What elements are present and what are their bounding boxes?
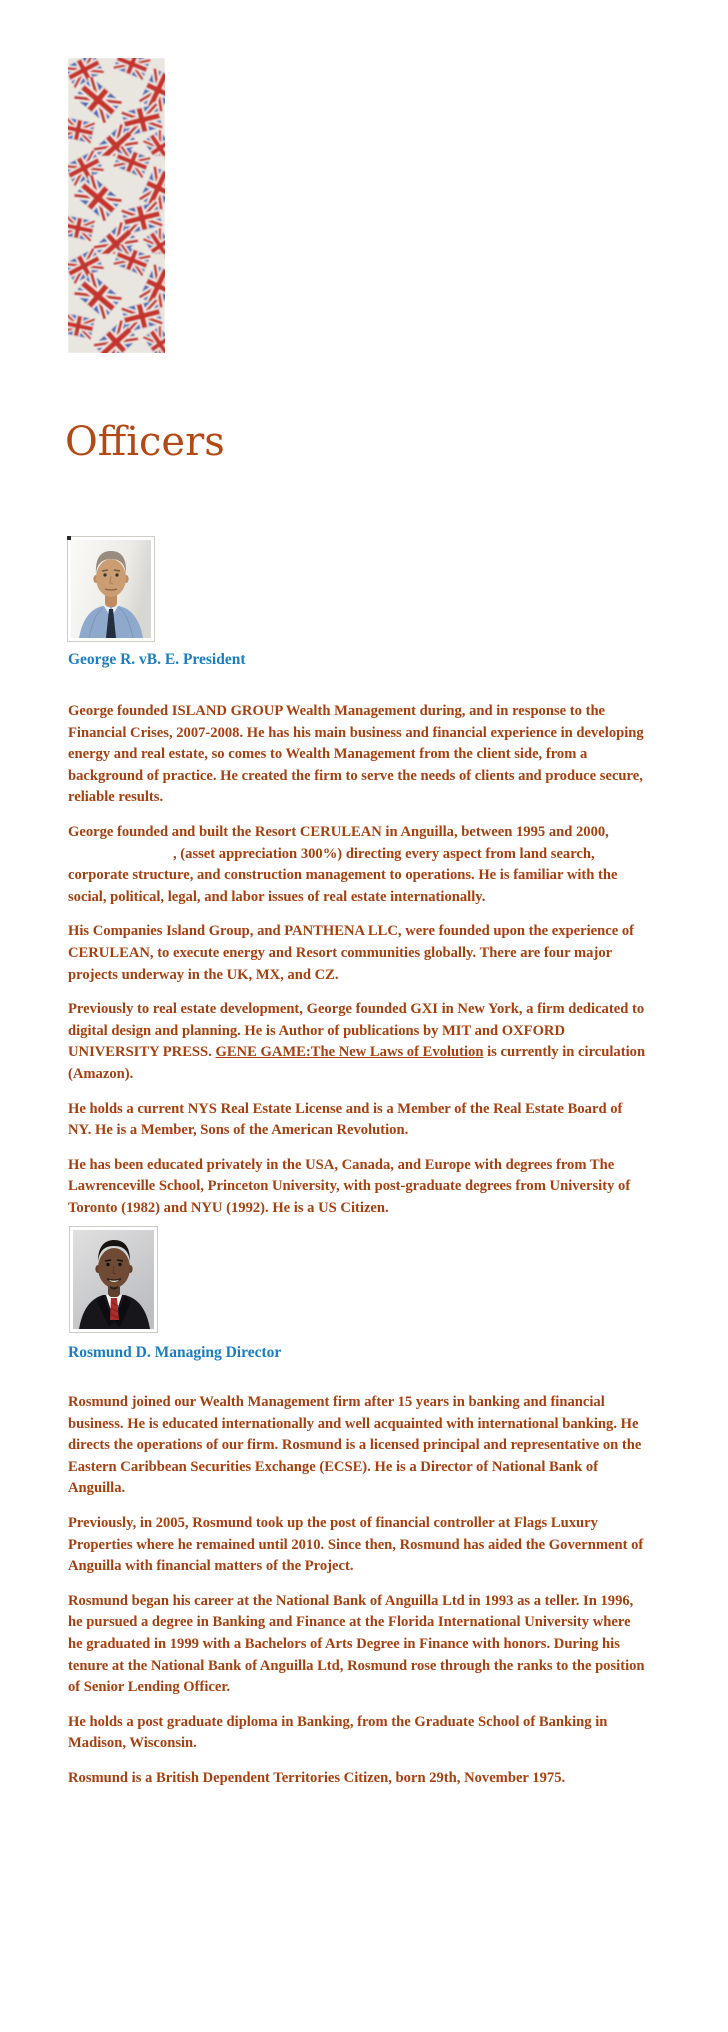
- bio-paragraph: [68, 1591, 648, 1699]
- text-run: He has been educated privately in the USA, Canada, and Europe with degrees from The Lawrenceville School, Princeton University, with post-graduate degrees from University of Toronto (1982) and NYU (1992). He is a US Citizen.: [68, 1156, 631, 1216]
- bio-paragraph: [68, 921, 648, 986]
- text-run: Previously, in 2005, Rosmund took up the post of financial controller at Flags Luxury Properties where he remained until 2010. Since then, Rosmund has aided the Government of Anguilla with financial matters of the Project.: [68, 1514, 644, 1575]
- text-run: Previously to real estate development, George founded GXI in New York, a firm dedicated to digital design and planning. He is Author of publications by MIT and OXFORD UNIVERSITY PRESS.: [68, 1001, 645, 1061]
- text-run: , (asset appreciation 300%) directing every aspect from land search, corporate structure, and construction management to operations. He is familiar with the social, political, legal, and labor issues of real estate internationally.: [68, 845, 618, 905]
- book-title-link[interactable]: GENE GAME:The New Laws of Evolution: [215, 1044, 484, 1061]
- bio-paragraph: [68, 999, 648, 1085]
- officer-name-title-rosmund: Rosmund D. Managing Director: [68, 1344, 282, 1361]
- rosmund-portrait-image: [73, 1230, 154, 1329]
- text-run: He holds a post graduate diploma in Banking, from the Graduate School of Banking in Madison, Wisconsin.: [68, 1713, 608, 1752]
- page-title: Officers: [65, 419, 225, 465]
- rosmund-photo: [69, 1226, 158, 1333]
- bio-paragraph: [68, 1513, 648, 1578]
- bio-paragraph: [68, 822, 648, 908]
- text-run: He holds a current NYS Real Estate License and is a Member of the Real Estate Board of NY. He is a Member, Sons of the American Revolution.: [68, 1100, 623, 1139]
- text-run: Rosmund began his career at the National Bank of Anguilla Ltd in 1993 as a teller. In 1996, he pursued a degree in Banking and Finance at the Florida International University where he graduated in 1999 with a Bachelors of Arts Degree in Finance with honors. During his tenure at the National Bank of Anguilla Ltd, Rosmund rose through the ranks to the position of Senior Lending Officer.: [68, 1592, 645, 1696]
- text-run: His Companies Island Group, and PANTHENA LLC, were founded upon the experience of CERULEAN, to execute energy and Resort communities globally. There are four major projects underway in the UK, MX, and CZ.: [68, 923, 634, 983]
- officer-bio-rosmund: [68, 1392, 648, 1803]
- officer-name-title-george: George R. vB. E. President: [68, 651, 246, 668]
- blank-spacer: [68, 857, 173, 858]
- george-portrait-image: [71, 540, 151, 638]
- bio-paragraph: [68, 1712, 648, 1755]
- text-run: is currently in circulation (Amazon).: [68, 1044, 646, 1082]
- george-photo: [67, 536, 155, 642]
- text-run: George founded and built the Resort CERULEAN in Anguilla, between 1995 and 2000,: [68, 823, 609, 840]
- bio-paragraph: [68, 701, 648, 809]
- bio-paragraph: [68, 1099, 648, 1142]
- bio-paragraph: [68, 1155, 648, 1220]
- officer-bio-george: [68, 701, 648, 1232]
- union-jack-collage-image: [68, 58, 165, 353]
- photo-corner-mark: [67, 536, 71, 540]
- text-run: George founded ISLAND GROUP Wealth Management during, and in response to the Financial Crises, 2007-2008. He has his main business and financial experience in developing energy and real estate, so comes to Wealth Management from the client side, from a background of practice. He created the firm to serve the needs of clients and produce secure, reliable results.: [68, 703, 644, 806]
- text-run: Rosmund is a British Dependent Territories Citizen, born 29th, November 1975.: [68, 1769, 566, 1786]
- bio-paragraph: [68, 1392, 648, 1500]
- bio-paragraph: [68, 1768, 648, 1790]
- union-jack-collage-svg: [68, 58, 165, 353]
- text-run: Rosmund joined our Wealth Management firm after 15 years in banking and financial business. He is educated internationally and well acquainted with international banking. He directs the operations of our firm. Rosmund is a licensed principal and representative on the Eastern Caribbean Securities Exchange (ECSE). He is a Director of National Bank of Anguilla.: [68, 1394, 642, 1497]
